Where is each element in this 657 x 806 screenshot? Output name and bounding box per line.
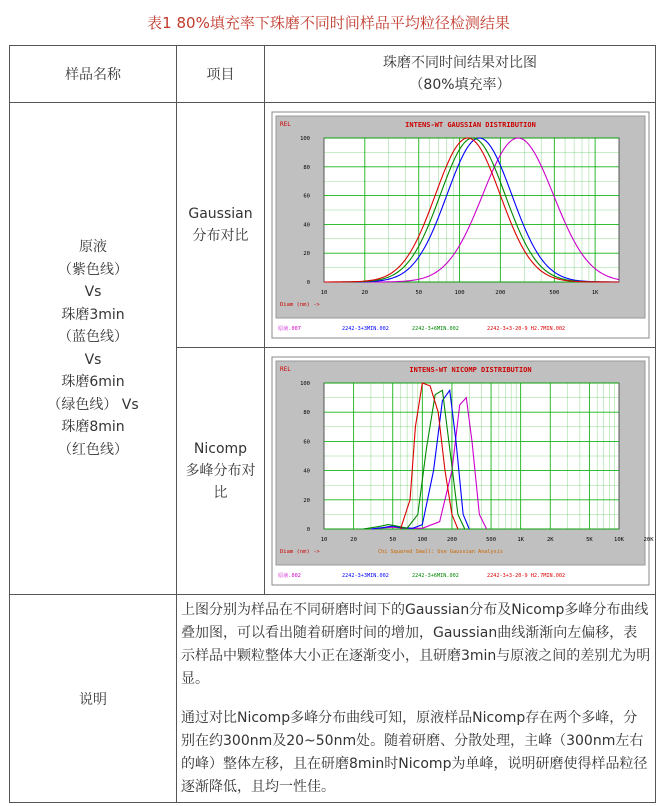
x-tick-label: 100 <box>416 537 427 543</box>
y-tick-label: 20 <box>302 251 310 258</box>
legend-entry: 原液.002 <box>277 573 301 579</box>
y-tick-label: 60 <box>302 439 310 446</box>
y-tick-label: 40 <box>302 468 310 475</box>
sample-name-cell <box>10 103 177 595</box>
legend-entry: 2242-3+3MIN.002 <box>341 326 389 332</box>
item-nicomp-line2: 多峰分布对 <box>185 463 256 479</box>
header-chart-title-line1: 珠磨不同时间结果对比图 <box>383 55 537 71</box>
y-tick-label: 100 <box>299 136 310 142</box>
x-tick-label: 100 <box>454 290 465 296</box>
header-chart-title <box>265 46 656 103</box>
nicomp-chart-svg <box>272 357 654 585</box>
y-tick-label: 80 <box>302 164 310 171</box>
table-caption: 表1 80%填充率下珠磨不同时间样品平均粒径检测结果 <box>147 14 510 32</box>
legend-entry: 2242-3+6MIN.002 <box>411 573 459 579</box>
x-tick-label: 500 <box>485 537 496 543</box>
x-tick-label: 20 <box>360 290 368 296</box>
y-tick-label: 60 <box>302 193 310 200</box>
legend-entry: 2242-3+6MIN.002 <box>411 326 459 332</box>
note-row <box>10 595 656 803</box>
gaussian-chart <box>272 112 649 338</box>
y-tick-label: 40 <box>302 222 310 229</box>
sample-line: Vs <box>84 284 102 300</box>
legend-entry: 2242-3+3MIN.002 <box>341 573 389 579</box>
note-paragraph-1: 上图分别为样品在不同研磨时间下的Gaussian分布及Nicomp多峰分布曲线叠加图，可以看出随着研磨时间的增加，Gaussian曲线渐渐向左偏移，表示样品中颗粒整体大小正在逐渐变小，且研磨3min与原液之间的差别尤为明显。 <box>181 602 651 687</box>
y-tick-label: 100 <box>299 381 310 387</box>
sample-line: 珠磨6min <box>61 374 125 390</box>
x-tick-label: 50 <box>414 290 422 296</box>
item-gaussian <box>177 103 265 348</box>
gaussian-chart-svg <box>272 112 649 338</box>
x-tick-label: 500 <box>548 290 559 296</box>
item-gaussian-line1: Gaussian <box>188 206 253 222</box>
gaussian-row <box>10 103 656 348</box>
results-table <box>9 45 656 803</box>
x-tick-label: 10K <box>613 537 624 543</box>
sample-line: 原液 <box>79 239 107 255</box>
y-tick-label: 0 <box>306 280 310 286</box>
nicomp-chart <box>272 357 654 585</box>
x-tick-label: 50 <box>388 537 396 543</box>
legend-entry: 原液.007 <box>277 326 301 332</box>
x-tick-label: 20 <box>349 537 357 543</box>
nicomp-chart-cell <box>265 348 656 595</box>
note-paragraph-2: 通过对比Nicomp多峰分布曲线可知，原液样品Nicomp存在两个多峰，分别在约300nm及20~50nm处。随着研磨、分散处理，主峰（300nm左右的峰）整体左移，且在研磨8min时Nicomp为单峰，说明研磨使得样品粒径逐渐降低，且均一性佳。 <box>181 710 648 795</box>
gaussian-chart-cell <box>265 103 656 348</box>
x-tick-label: 20K <box>643 537 654 543</box>
sample-line: 珠磨8min <box>61 419 125 435</box>
x-axis-label: Diam (nm) -> <box>279 302 320 308</box>
sample-line: （紫色线） <box>58 261 128 278</box>
item-nicomp <box>177 348 265 595</box>
x-tick-label: 5K <box>585 537 593 543</box>
sample-line: Vs <box>84 351 102 368</box>
x-tick-label: 200 <box>494 290 505 296</box>
x-tick-label: 1K <box>591 290 598 296</box>
header-item: 项目 <box>177 46 265 103</box>
sample-line: 珠磨3min <box>61 306 125 323</box>
chart-corner-label: REL <box>279 121 291 128</box>
note-label: 说明 <box>10 595 177 803</box>
x-tick-label: 2K <box>546 537 554 543</box>
item-nicomp-line1: Nicomp <box>193 441 248 457</box>
legend-entry: 2242-3+3-20-9 H2.7MIN.002 <box>486 573 565 579</box>
sample-line: （红色线） <box>58 441 128 458</box>
header-row <box>10 46 656 103</box>
header-sample-name: 样品名称 <box>10 46 177 103</box>
x-tick-label: 10 <box>320 290 327 296</box>
legend-entry: 2242-3+3-20-9 H2.7MIN.002 <box>486 326 565 332</box>
chart-corner-label: REL <box>279 366 291 373</box>
y-tick-label: 20 <box>302 497 310 504</box>
x-tick-label: 200 <box>446 537 457 543</box>
item-nicomp-line3: 比 <box>213 485 228 501</box>
item-gaussian-line2: 分布对比 <box>192 228 249 244</box>
note-text-cell <box>177 595 656 803</box>
chart-title: INTENS-WT NICOMP DISTRIBUTION <box>408 366 532 374</box>
sample-line: （蓝色线） <box>58 329 128 345</box>
header-chart-title-line2: （80%填充率） <box>409 77 511 93</box>
chart-title: INTENS-WT GAUSSIAN DISTRIBUTION <box>404 121 536 129</box>
x-tick-label: 10 <box>320 537 327 543</box>
chart-footer-note: Chi Squared Small: Use Gaussian Analysis <box>377 549 503 555</box>
sample-line: （绿色线） Vs <box>47 396 139 413</box>
x-axis-label: Diam (nm) -> <box>279 549 320 555</box>
y-tick-label: 0 <box>306 527 310 533</box>
x-tick-label: 1K <box>516 537 524 543</box>
y-tick-label: 80 <box>302 410 310 417</box>
